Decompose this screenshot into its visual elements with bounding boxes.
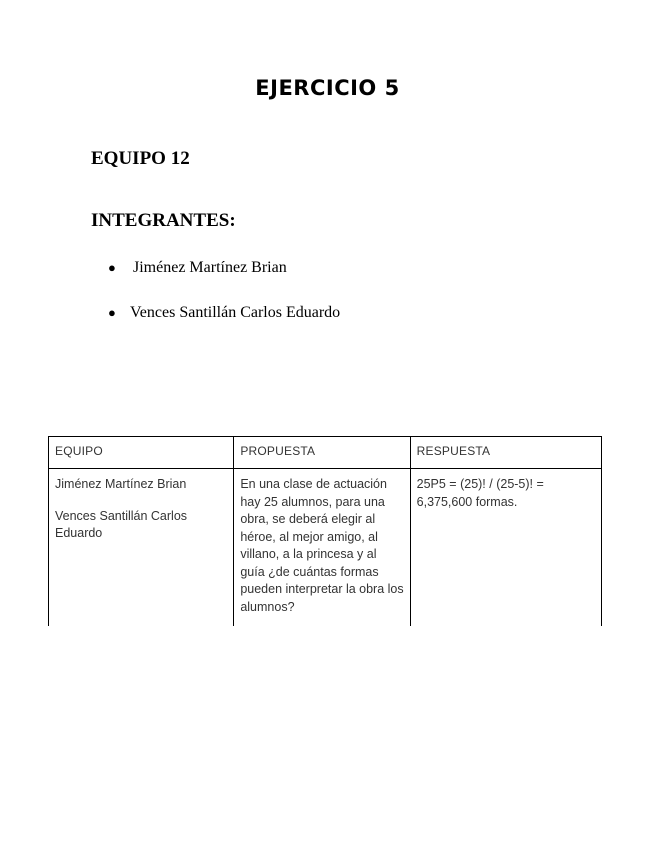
header-equipo: EQUIPO <box>49 437 234 469</box>
cell-member-name: Vences Santillán Carlos Eduardo <box>55 508 188 540</box>
team-heading: EQUIPO 12 <box>91 148 190 169</box>
exercise-table <box>48 436 602 626</box>
header-respuesta: RESPUESTA <box>410 437 601 469</box>
exercise-table-wrapper <box>48 436 602 626</box>
member-name: Vences Santillán Carlos Eduardo <box>130 304 341 321</box>
member-name: Jiménez Martínez Brian <box>133 259 287 276</box>
table-header-row <box>49 437 602 469</box>
cell-propuesta: En una clase de actuación hay 25 alumnos, para una obra, se deberá elegir al héroe, al mejor amigo, al villano, a la princesa y al guía ¿de cuántas formas pueden interpretar la obra los alumnos? <box>234 469 410 627</box>
member-list <box>108 255 340 345</box>
cell-member-name: Jiménez Martínez Brian <box>55 477 187 491</box>
members-heading: INTEGRANTES: <box>91 210 236 231</box>
page-title: EJERCICIO 5 <box>255 76 400 100</box>
bullet-icon: ● <box>108 305 116 320</box>
cell-respuesta: 25P5 = (25)! / (25-5)! = 6,375,600 formas. <box>410 469 601 627</box>
table-row <box>49 469 602 627</box>
bullet-icon: ● <box>108 260 116 275</box>
list-item <box>108 300 340 345</box>
cell-spacer <box>55 494 227 508</box>
header-propuesta: PROPUESTA <box>234 437 410 469</box>
cell-equipo <box>49 469 234 627</box>
list-item <box>108 255 340 300</box>
